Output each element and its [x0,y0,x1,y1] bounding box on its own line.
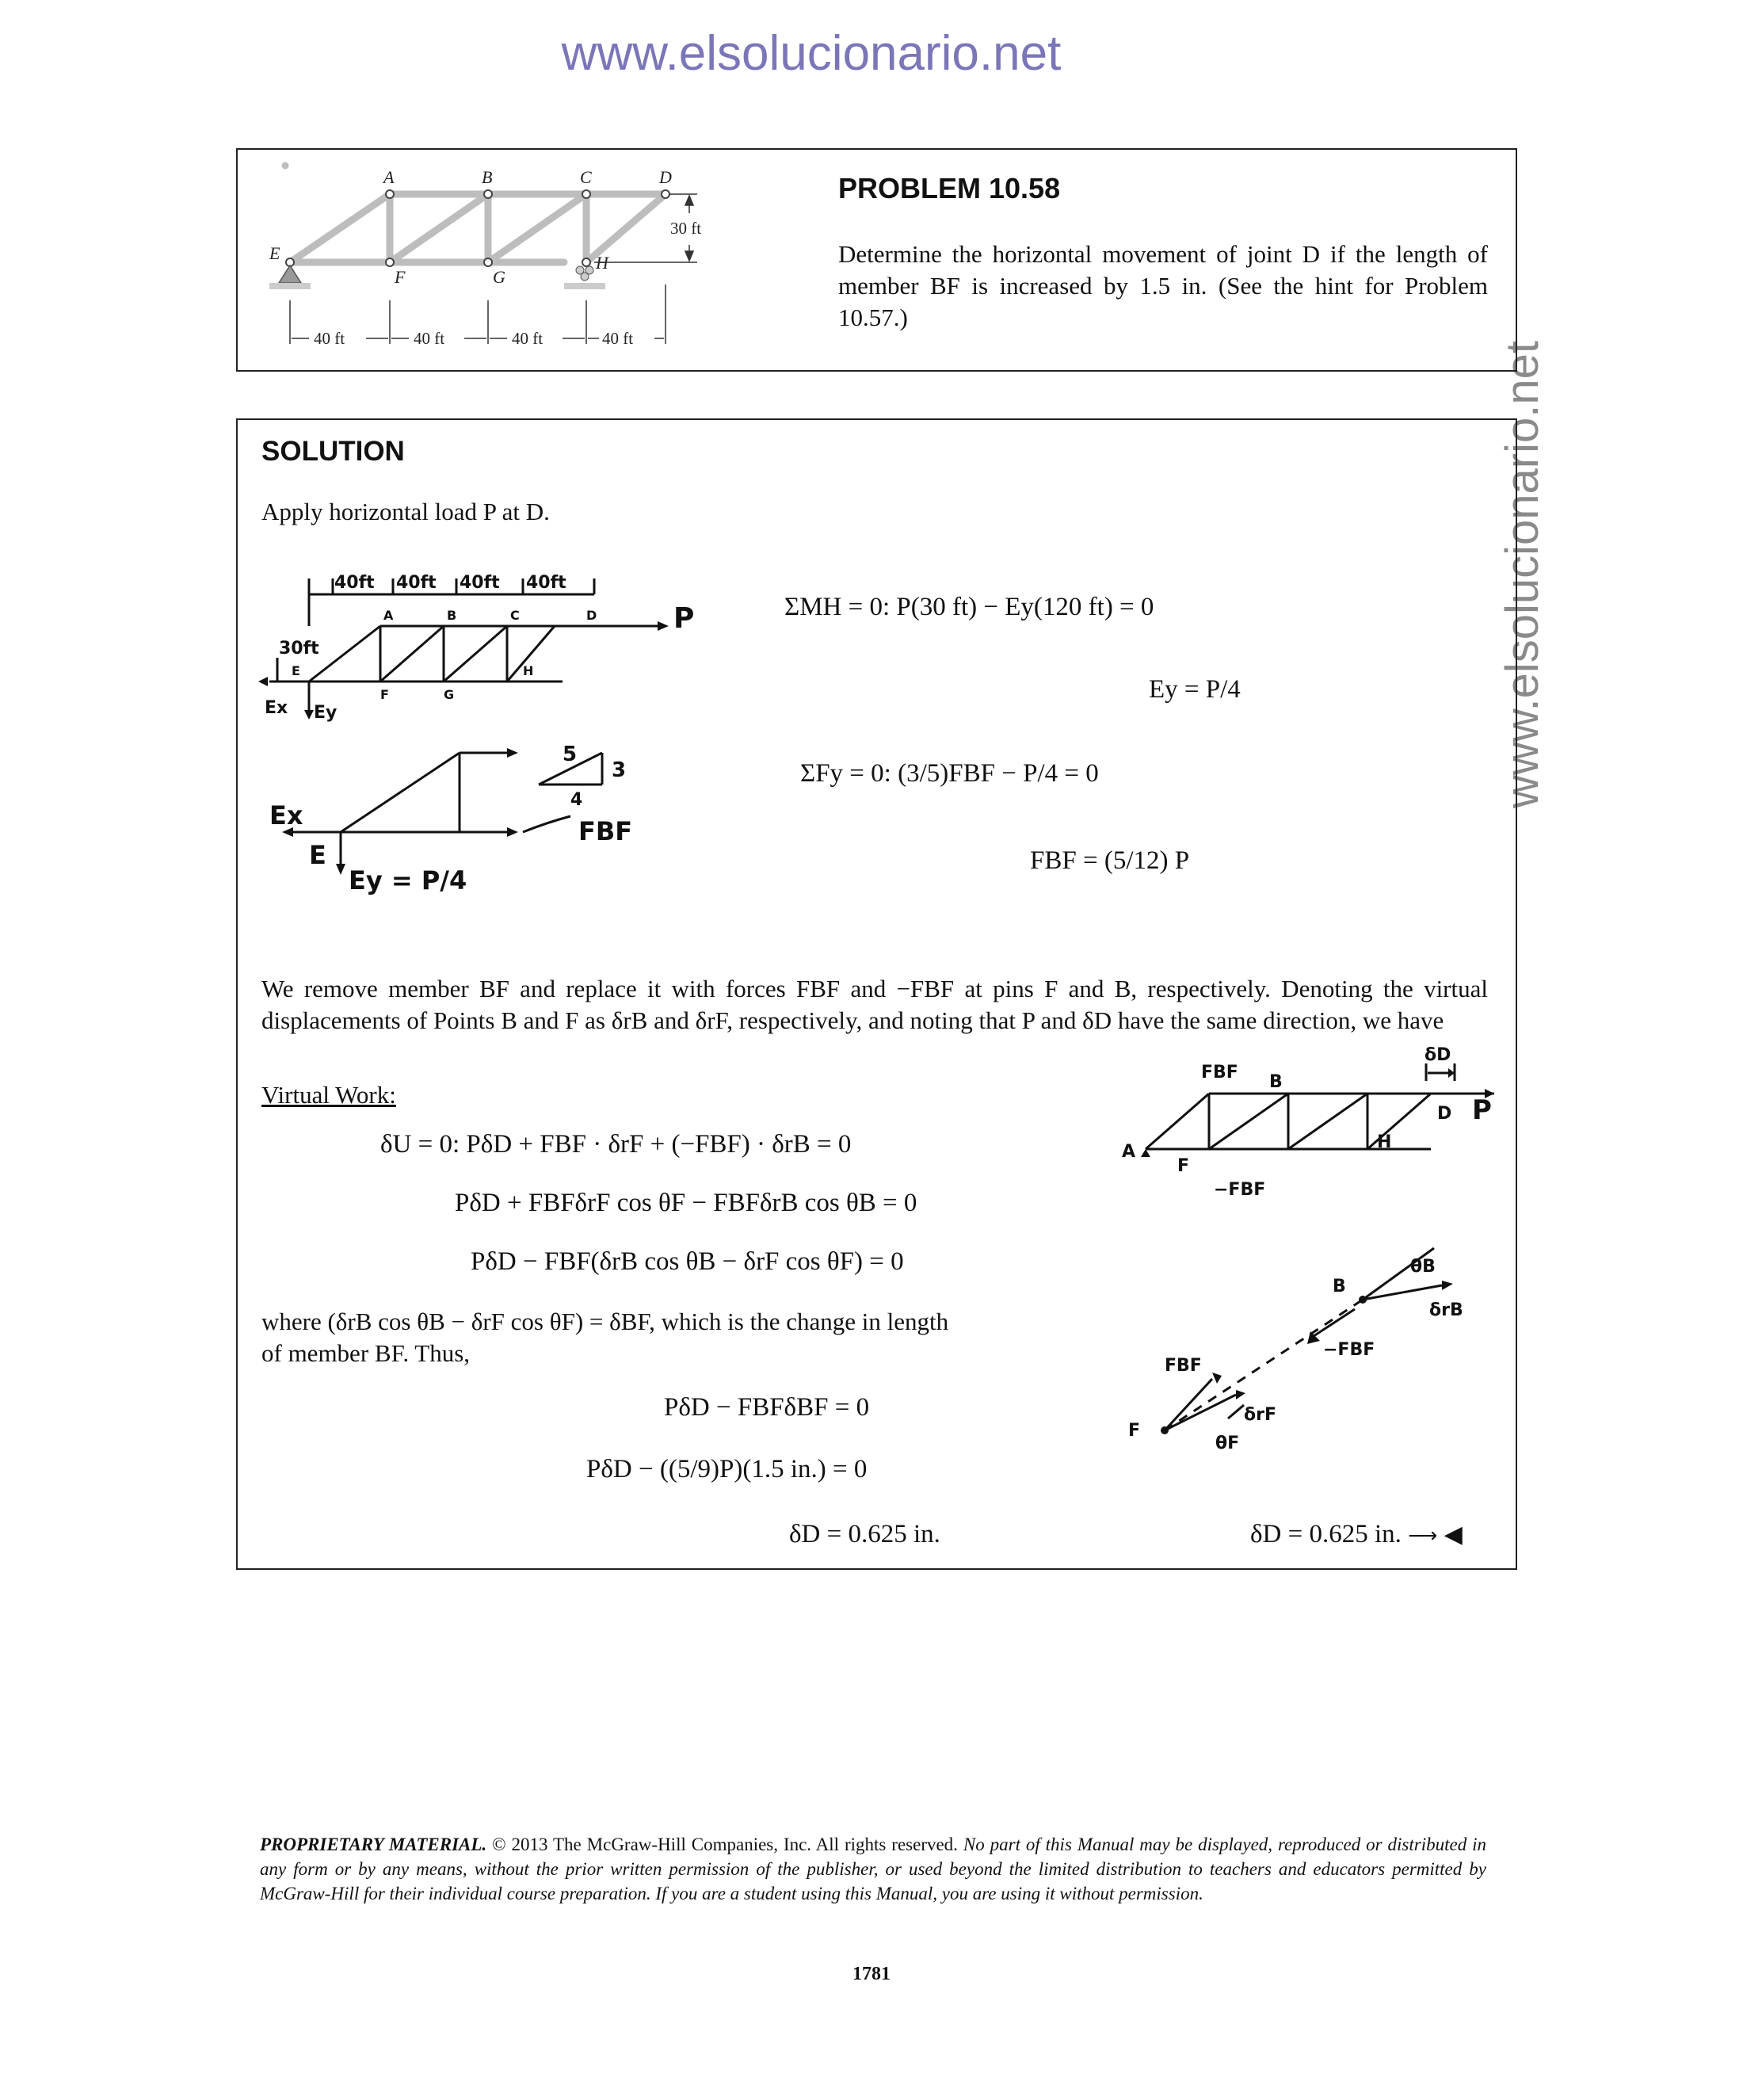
sketch3-label-delta-d: δD [1425,1045,1451,1065]
sketch1-label-h: H [523,663,534,678]
sketch2-label-3: 3 [612,758,627,782]
where-text: where (δrB cos θB − δrF cos θF) = δBF, which is the change in length of member BF. Thus, [261,1308,949,1367]
span-label-1: 40 ft [314,329,345,348]
span-label-4: 40 ft [602,329,634,348]
virtual-work-equation-4: PδD − FBFδBF = 0 [664,1393,870,1422]
sketch1-label-d: D [586,608,597,623]
span-label-2: 40 ft [414,329,445,348]
equation-moment: ΣMH = 0: P(30 ft) − Ey(120 ft) = 0 [784,593,1154,621]
sketch1-label-f: F [380,687,389,702]
footer-lead: PROPRIETARY MATERIAL. [260,1835,487,1854]
sketch4-label-b: B [1333,1277,1346,1296]
sketch1-label-ey: Ey [314,703,338,723]
sketch1-label-a: A [383,608,394,623]
problem-statement: Determine the horizontal movement of joint D if the length of member BF is increased by 1.5 in. (See the hint for Problem 10.57.) [838,240,1488,331]
sketch2-label-ey: Ey = P/4 [349,865,467,895]
sketch1-label-b: B [447,608,457,623]
height-dimension: 30 ft [670,219,702,238]
sketch3-label-p: P [1472,1094,1492,1126]
solution-box [236,418,1517,1570]
sketch4-label-neg-fbf: −FBF [1323,1340,1375,1360]
solution-heading: SOLUTION [261,436,405,467]
virtual-work-label: Virtual Work: [261,1081,396,1109]
sketch4-label-f: F [1128,1421,1141,1441]
sketch2-label-e: E [309,840,326,870]
equation-sum-fy: ΣFy = 0: (3/5)FBF − P/4 = 0 [800,759,1099,788]
sketch4-label-delta-rf: δrF [1244,1405,1276,1425]
sketch3-label-d: D [1437,1104,1452,1124]
sketch1-label-c: C [510,608,520,623]
joint-label-g: G [493,267,505,287]
sketch3-label-b: B [1269,1072,1283,1092]
sketch1-span-4: 40ft [526,573,566,593]
joint-label-e: E [269,243,280,263]
sketch2-label-4: 4 [570,790,583,810]
sketch4-label-theta-f: θF [1215,1434,1240,1453]
joint-label-d: D [659,167,672,187]
sketch1-height: 30ft [279,639,319,659]
sketch1-span-2: 40ft [396,573,437,593]
answer-marker-icon: ◀ [1444,1522,1463,1548]
virtual-work-equation-2: PδD + FBFδrF cos θF − FBFδrB cos θB = 0 [455,1189,917,1217]
span-label-3: 40 ft [512,329,543,348]
equation-ey: Ey = P/4 [1149,675,1241,704]
joint-label-h: H [596,253,608,273]
joint-label-a: A [383,167,395,187]
solution-intro: Apply horizontal load P at D. [261,498,550,525]
free-body-sketch [261,571,705,721]
truss-figure [269,166,705,360]
sketch2-label-5: 5 [563,743,578,766]
final-answer [1250,1520,1463,1549]
footer-notice [260,1832,1486,1906]
virtual-work-equation-5: PδD − ((5/9)P)(1.5 in.) = 0 [586,1455,868,1483]
arrow-right-icon: ⟶ [1408,1524,1438,1547]
sketch3-label-neg-fbf: −FBF [1214,1180,1266,1200]
sketch3-label-f: F [1177,1156,1190,1176]
footer-rest: No part of this Manual may be displayed, reproduced or distributed in any form or by any means, without the prior written permission of the publisher, or used beyond the limited distribution to teachers and educators permitted by McGraw-Hill for their individual course preparation. If you are a student using this Manual, you are using it without permission. [260,1835,1487,1903]
result-equation: δD = 0.625 in. [789,1520,940,1548]
sketch1-label-e: E [292,663,300,678]
problem-box [236,148,1517,372]
virtual-displacement-sketch [1082,1045,1494,1228]
equation-fbf: FBF = (5/12) P [1030,846,1190,875]
sketch3-label-h: H [1377,1132,1392,1152]
sketch1-span-1: 40ft [334,573,375,593]
joint-label-b: B [482,167,493,187]
watermark-side[interactable]: www.elsolucionario.net [1497,341,1548,808]
sketch1-load: P [673,602,695,635]
final-answer-text: δD = 0.625 in. [1250,1520,1402,1548]
virtual-work-equation-3: PδD − FBF(δrB cos θB − δrF cos θF) = 0 [471,1247,904,1276]
member-bf-sketch [1117,1236,1482,1466]
page-number: 1781 [852,1964,891,1984]
problem-title: PROBLEM 10.58 [838,172,1061,204]
sketch1-label-ex: Ex [265,698,288,718]
joint-label-c: C [580,167,592,187]
sketch3-label-fbf-top: FBF [1201,1063,1238,1082]
solution-paragraph: We remove member BF and replace it with forces FBF and −FBF at pins F and B, respectively. Denoting the virtual displacements of Points B and F as δrB and δrF, respectively, and noting that P and δD have the same direction, we have [261,975,1488,1034]
sketch1-span-3: 40ft [460,573,500,593]
section-sketch [269,737,666,895]
sketch4-label-theta-b: θB [1410,1257,1436,1277]
sketch4-label-delta-rb: δrB [1429,1300,1463,1320]
footer-copyright: © 2013 The McGraw-Hill Companies, Inc. All rights reserved. [492,1835,958,1854]
sketch1-label-g: G [444,687,455,702]
virtual-work-equation-1: δU = 0: PδD + FBF · δrF + (−FBF) · δrB = 0 [380,1130,852,1159]
watermark-top[interactable]: www.elsolucionario.net [561,26,1062,81]
sketch4-label-fbf: FBF [1165,1356,1202,1376]
joint-label-f: F [395,267,406,287]
sketch2-label-ex: Ex [269,800,303,830]
sketch3-label-a: A [1122,1142,1136,1162]
sketch2-label-fbf: FBF [578,816,633,846]
